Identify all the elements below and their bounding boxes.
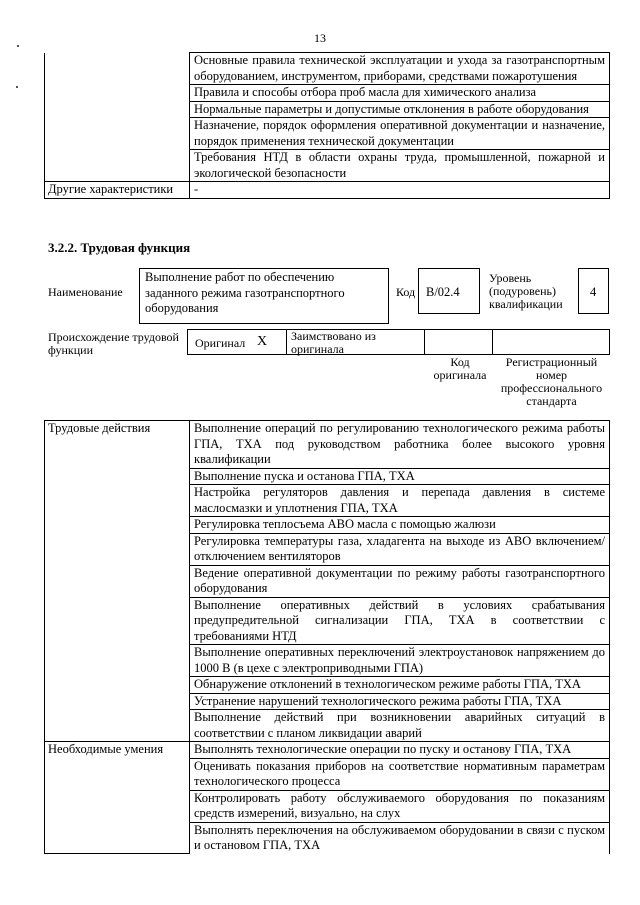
borrowed-label-line: оригинала <box>291 342 344 356</box>
table-row <box>45 421 610 469</box>
group-label: Необходимые умения <box>45 742 190 854</box>
row-text: Контролировать работу обслуживаемого оборудования по показаниям средств измерений, визуально, на слух <box>190 790 610 822</box>
code-value: В/02.4 <box>426 285 460 299</box>
knowledge-table <box>44 52 610 199</box>
table-row <box>45 118 610 150</box>
level-label <box>489 272 563 311</box>
section-heading: 3.2.2. Трудовая функция <box>48 240 191 255</box>
name-value-line: оборудования <box>145 301 219 315</box>
row-text: Регулировка температуры газа, хладагента на выходе из АВО включением/отключением вентиляторов <box>190 533 610 565</box>
row-text: Выполнять переключения на обслуживаемом оборудовании в связи с пуском и остановом ГПА, ТХА <box>190 822 610 854</box>
row-text: Оценивать показания приборов на соответствие нормативным параметрам технологического процесса <box>190 758 610 790</box>
reg-caption-line: профессионального <box>500 381 603 395</box>
row-text: Выполнение операций по регулированию технологического режима работы ГПА, ТХА под руководством работника более высокого уровня квалификации <box>190 421 610 469</box>
page-number: 13 <box>314 31 326 45</box>
name-label: Наименование <box>48 285 123 299</box>
row-text: Выполнять технологические операции по пуску и останову ГПА, ТХА <box>190 742 610 759</box>
table-row <box>45 53 610 85</box>
row-text: Основные правила технической эксплуатации и ухода за газотранспортным оборудованием, инструментом, приборами, средствами пожаротушения <box>190 53 610 85</box>
origin-box <box>187 329 610 355</box>
origin-label-line: Происхождение трудовой <box>48 330 179 344</box>
reg-caption-line: Регистрационный <box>505 355 598 369</box>
table-row <box>45 101 610 118</box>
origin-label <box>48 331 179 357</box>
row-text: Устранение нарушений технологического режима работы ГПА, ТХА <box>190 693 610 710</box>
row-text: Выполнение пуска и останова ГПА, ТХА <box>190 468 610 485</box>
code-label: Код <box>396 285 416 299</box>
row-text: Выполнение действий при возникновении аварийных ситуаций в соответствии с планом ликвидации аварий <box>190 710 610 742</box>
borrowed-label-line: Заимствовано из <box>291 329 376 343</box>
actions-table <box>44 420 610 854</box>
reg-caption <box>493 356 610 408</box>
table-row <box>45 742 610 759</box>
name-value-line: Выполнение работ по обеспечению <box>145 270 335 284</box>
table-row <box>45 150 610 182</box>
row-text: Требования НТД в области охраны труда, промышленной, пожарной и экологической безопасности <box>190 150 610 182</box>
table-row <box>45 182 610 199</box>
row-text: Назначение, порядок оформления оперативной документации и назначение, порядок применения технической документации <box>190 118 610 150</box>
row-text: Нормальные параметры и допустимые отклонения в работе оборудования <box>190 101 610 118</box>
row-label <box>45 53 190 85</box>
row-text: - <box>190 182 610 199</box>
reg-caption-line: стандарта <box>526 394 577 408</box>
row-label <box>45 118 190 150</box>
row-text: Регулировка теплосъема АВО масла с помощью жалюзи <box>190 517 610 534</box>
row-text: Ведение оперативной документации по режиму работы газотранспортного оборудования <box>190 565 610 597</box>
table-row <box>45 85 610 102</box>
origin-divider-2 <box>424 329 425 355</box>
row-text: Выполнение оперативных переключений электроустановок напряжением до 1000 В (в цехе с электроприводными ГПА) <box>190 645 610 677</box>
original-mark: X <box>257 334 268 349</box>
borrowed-label <box>291 330 376 356</box>
code-caption-line: оригинала <box>433 368 487 382</box>
row-text: Выполнение оперативных действий в условиях срабатывания предупредительной сигнализации ГПА, ТХА в соответствии с требованиями НТД <box>190 597 610 645</box>
origin-divider-3 <box>492 329 493 355</box>
row-text: Настройка регуляторов давления и перепада давления в системе маслосмазки и уплотнения ГПА, ТХА <box>190 485 610 517</box>
row-text: Обнаружение отклонений в технологическом режиме работы ГПА, ТХА <box>190 677 610 694</box>
origin-label-line: функции <box>48 343 93 357</box>
name-value-line: заданного режима газотранспортного <box>145 285 345 300</box>
code-caption <box>430 356 490 382</box>
row-label: Другие характеристики <box>45 182 190 199</box>
row-label <box>45 85 190 102</box>
level-label-line: Уровень <box>489 271 532 285</box>
name-value <box>145 270 345 317</box>
level-label-line: квалификации <box>489 297 563 311</box>
row-label <box>45 150 190 182</box>
code-caption-line: Код <box>450 355 470 369</box>
row-label <box>45 101 190 118</box>
row-text: Правила и способы отбора проб масла для химического анализа <box>190 85 610 102</box>
group-label: Трудовые действия <box>45 421 190 742</box>
level-label-line: (подуровень) <box>489 284 556 298</box>
origin-divider-1 <box>286 329 287 355</box>
reg-caption-line: номер <box>535 368 568 382</box>
original-label: Оригинал <box>195 336 246 350</box>
level-value: 4 <box>590 285 597 299</box>
